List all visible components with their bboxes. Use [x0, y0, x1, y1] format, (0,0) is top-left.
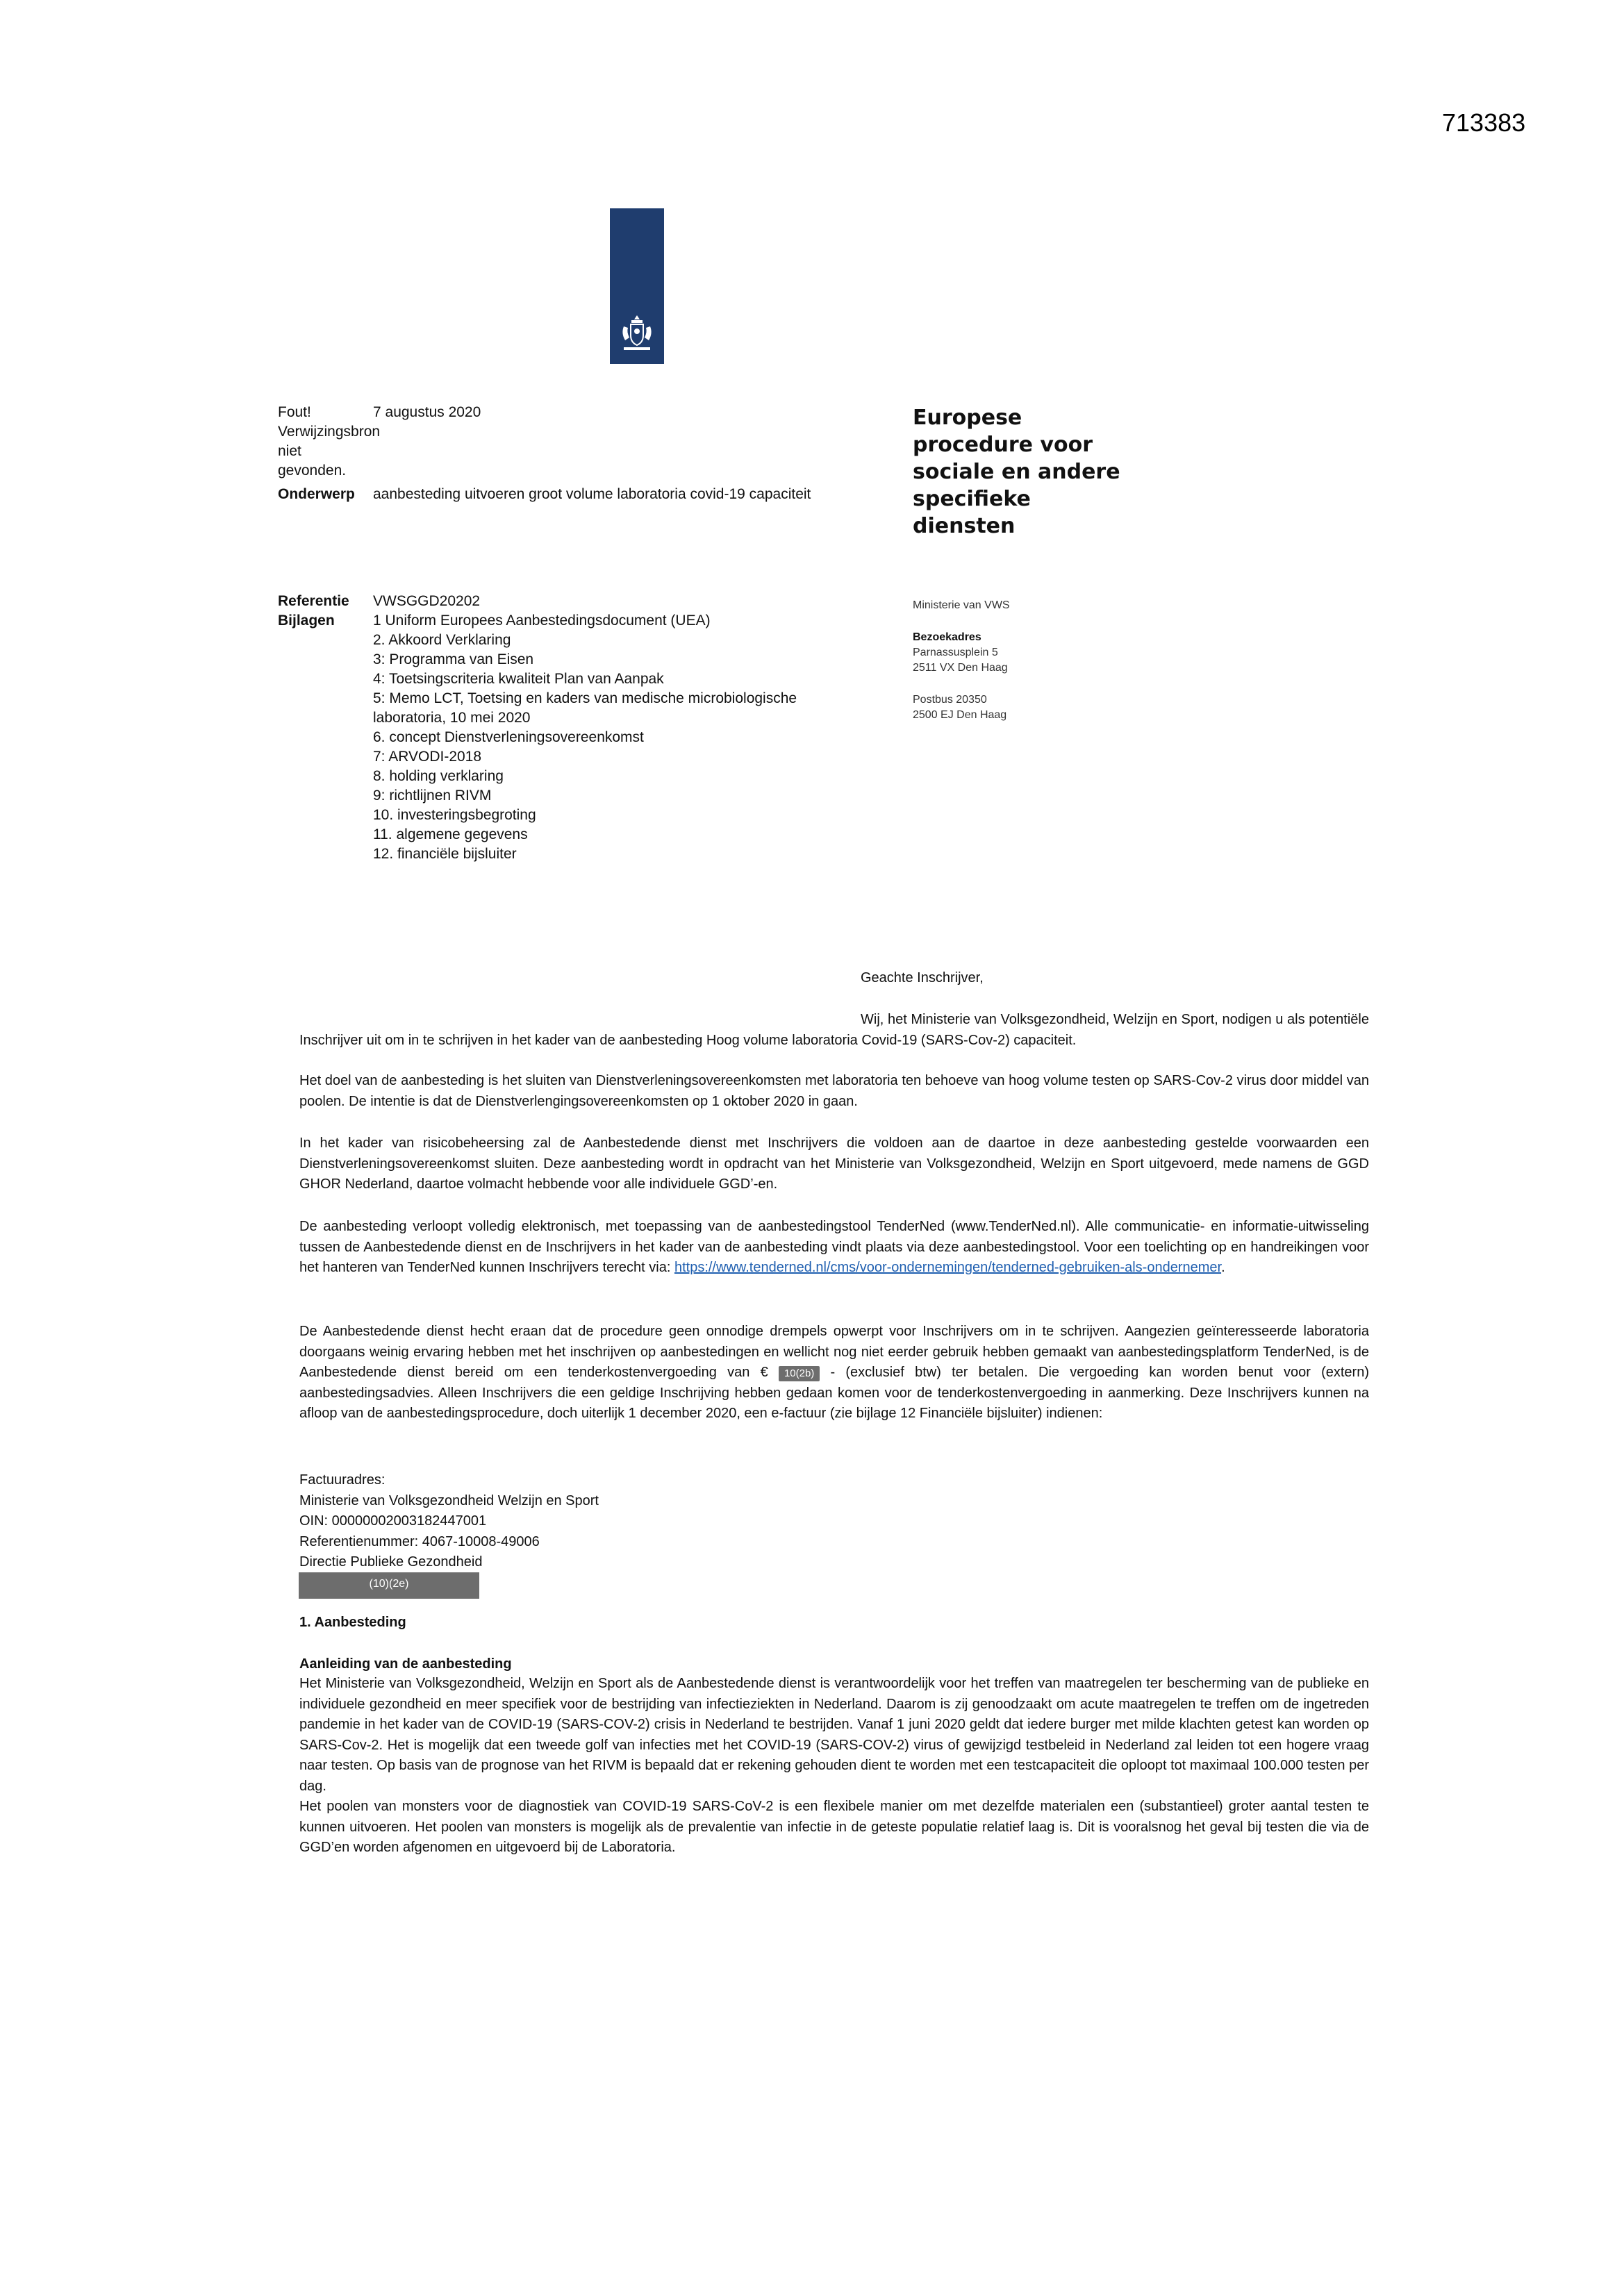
- attachment-item: 8. holding verklaring: [373, 768, 504, 784]
- procedure-title: Europese procedure voor sociale en andere specifieke diensten: [913, 406, 1120, 538]
- attachments-label: Bijlagen: [278, 613, 335, 629]
- paragraph-5-rest: - (exclusief btw) ter betalen. Die vergoeding kan worden benut voor (extern) aanbestedingsadvies. Alleen Inschrijvers die een geldige Inschrijving hebben gedaan komen voor de tenderkostenvergoeding in aanmerking. Deze Inschrijvers kunnen na afloop van de aanbestedingsprocedure, doch uiterlijk 1 december 2020, een e-factuur (zie bijlage 12 Financiële bijsluiter) indienen:: [299, 1365, 1369, 1421]
- paragraph-2: Het doel van de aanbesteding is het sluiten van Dienstverleningsovereenkomsten met laboratoria ten behoeve van hoog volume testen op SARS-Cov-2 virus door middel van poolen. De intentie is dat de Dienstverlengingsovereenkomsten op 1 oktober 2020 in gaan.: [299, 1073, 1369, 1109]
- letter-date: 7 augustus 2020: [373, 404, 481, 420]
- attachment-item: 10. investeringsbegroting: [373, 807, 536, 823]
- invoice-line-4: Directie Publieke Gezondheid: [299, 1554, 483, 1570]
- paragraph-6: Het Ministerie van Volksgezondheid, Welzijn en Sport als de Aanbestedende dienst is verantwoordelijk voor het treffen van maatregelen ter bescherming van de publieke en individuele gezondheid en meer specifiek voor de bestrijding van infectieziekten in Nederland. Daarom is zij genoodzaakt om acute maatregelen te treffen om de ingetreden pandemie in het kader van de COVID-19 (SARS-COV-2) crisis in Nederland te bestrijden. Vanaf 1 juni 2020 geldt dat iedere burger met milde klachten getest kan worden op SARS-Cov-2. Het is mogelijk dat een tweede golf van infecties met het COVID-19 (SARS-COV-2) virus of gewijzigd testbeleid in Nederland zal leiden tot een hogere vraag naar testen. Op basis van de prognose van het RIVM is bepaald dat er rekening gehouden dient te worden met een testcapaciteit die oploopt tot maximaal 100.000 testen per dag.: [299, 1676, 1369, 1794]
- subject-value: aanbesteding uitvoeren groot volume laboratoria covid-19 capaciteit: [373, 486, 811, 502]
- attachments-list: [373, 611, 818, 864]
- paragraph-3: In het kader van risicobeheersing zal de Aanbestedende dienst met Inschrijvers die voldoen aan de daartoe in deze aanbesteding gestelde voorwaarden een Dienstverleningsovereenkomst sluiten. Deze aanbesteding wordt in opdracht van het Ministerie van Volksgezondheid, Welzijn en Sport uitgevoerd, mede namens de GGD GHOR Nederland, daartoe volmacht hebbende voor alle individuele GGD’-en.: [299, 1135, 1369, 1192]
- sidebar-post-line1: Postbus 20350: [913, 694, 987, 706]
- sidebar-post-line2: 2500 EJ Den Haag: [913, 709, 1007, 721]
- attachment-item: 3: Programma van Eisen: [373, 651, 534, 667]
- reference-value: VWSGGD20202: [373, 593, 481, 609]
- paragraph-5-text: De Aanbestedende dienst hecht eraan dat de procedure geen onnodige drempels opwerpt voor Inschrijvers om in te schrijven. Aangezien geïnteresseerde laboratoria doorgaans weinig ervaring hebben met het inschrijven op aanbestedingen en wellicht nog niet eerder gebruik hebben gemaakt van aanbestedingsplatform TenderNed, is de Aanbestedende dienst bereid om een tenderkostenvergoeding van €: [299, 1324, 1369, 1380]
- paragraph-4: [299, 1217, 1369, 1279]
- invoice-label: Factuuradres:: [299, 1472, 386, 1488]
- attachment-item: 5: Memo LCT, Toetsing en kaders van medische microbiologische laboratoria, 10 mei 2020: [373, 690, 797, 726]
- reference-label: Referentie: [278, 593, 349, 609]
- paragraph-5: [299, 1322, 1369, 1424]
- attachment-item: 6. concept Dienstverleningsovereenkomst: [373, 729, 644, 745]
- attachment-item: 2. Akkoord Verklaring: [373, 632, 511, 648]
- paragraph-1: Wij, het Ministerie van Volksgezondheid, Welzijn en Sport, nodigen u als potentiële Inschrijver uit om in te schrijven in het kader van de aanbesteding Hoog volume laboratoria Covid-19 (SARS-Cov-2) capaciteit.: [299, 1012, 1369, 1048]
- sidebar-visit-label: Bezoekadres: [913, 631, 981, 643]
- rijksoverheid-logo: [610, 208, 664, 364]
- attachment-item: 11. algemene gegevens: [373, 826, 528, 842]
- coat-of-arms-icon: [620, 314, 654, 354]
- redacted-amount: 10(2b): [779, 1366, 820, 1381]
- tenderned-link[interactable]: https://www.tenderned.nl/cms/voor-ondernemingen/tenderned-gebruiken-als-ondernemer: [674, 1260, 1222, 1275]
- section-1-heading: 1. Aanbesteding: [299, 1615, 406, 1630]
- redacted-block: (10)(2e): [299, 1572, 479, 1599]
- salutation: Geachte Inschrijver,: [861, 970, 984, 985]
- document-number: 713383: [1442, 108, 1526, 137]
- invoice-address: [299, 1470, 1369, 1573]
- invoice-line-2: OIN: 00000002003182447001: [299, 1513, 487, 1529]
- invoice-line-1: Ministerie van Volksgezondheid Welzijn en Sport: [299, 1492, 599, 1508]
- attachment-item: 12. financiële bijsluiter: [373, 846, 517, 862]
- reference-error-label: Fout! Verwijzingsbron niet gevonden.: [278, 404, 381, 479]
- attachment-item: 4: Toetsingscriteria kwaliteit Plan van Aanpak: [373, 671, 664, 687]
- paragraph-4-end: .: [1221, 1260, 1225, 1275]
- attachment-item: 9: richtlijnen RIVM: [373, 788, 492, 804]
- sidebar-visit-line2: 2511 VX Den Haag: [913, 662, 1008, 674]
- subject-label: Onderwerp: [278, 486, 355, 502]
- paragraph-7: Het poolen van monsters voor de diagnostiek van COVID-19 SARS-CoV-2 is een flexibele manier om met dezelfde materialen een (substantieel) groter aantal testen te kunnen uitvoeren. Het poolen van monsters is mogelijk als de prevalentie van infectie in de geteste populatie relatief laag is. Dit is vooralsnog het geval bij testen die via de GGD’en worden afgenomen en uitgevoerd bij de Laboratoria.: [299, 1799, 1369, 1855]
- attachment-item: 7: ARVODI-2018: [373, 749, 482, 765]
- sidebar-ministry: Ministerie van VWS: [913, 599, 1010, 611]
- invoice-line-3: Referentienummer: 4067-10008-49006: [299, 1533, 540, 1549]
- subsection-heading: Aanleiding van de aanbesteding: [299, 1656, 512, 1672]
- attachment-item: 1 Uniform Europees Aanbestedingsdocument (UEA): [373, 613, 711, 629]
- sidebar-visit-line1: Parnassusplein 5: [913, 647, 998, 658]
- paragraph-4-text: De aanbesteding verloopt volledig elektronisch, met toepassing van de aanbestedingstool TenderNed (www.TenderNed.nl). Alle communicatie- en informatie-uitwisseling tussen de Aanbestedende dienst en de Inschrijvers in het kader van de aanbesteding vindt plaats via deze aanbestedingstool. Voor een toelichting op en handreikingen voor het hanteren van TenderNed kunnen Inschrijvers terecht via:: [299, 1219, 1369, 1275]
